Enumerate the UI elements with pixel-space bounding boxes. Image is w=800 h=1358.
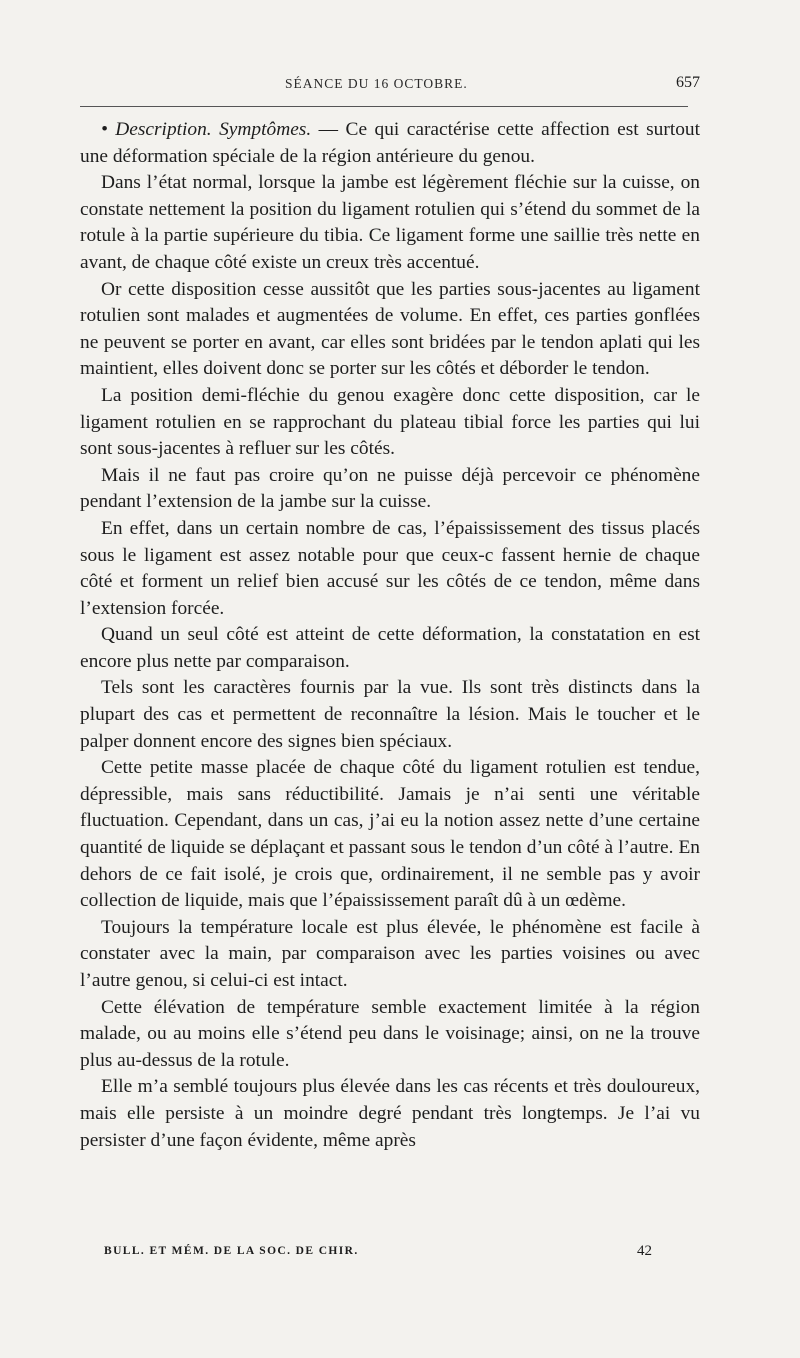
paragraph-8: Tels sont les caractères fournis par la vue. Ils sont très distincts dans la plupart des cas et permettent de reconnaître la lésion. Mais le toucher et le palper donnent encore des signes bien spéciaux. bbox=[80, 677, 700, 752]
paragraph-4: La position demi-fléchie du genou exagère donc cette disposition, car le ligament rotulien en se rapprochant du plateau tibial force les parties qui lui sont sous-jacentes à refluer sur les côtés. bbox=[80, 384, 700, 460]
paragraph-10: Toujours la température locale est plus élevée, le phénomène est facile à constater avec la main, par comparaison avec les parties voisines ou avec l’autre genou, si celui-ci est intact. bbox=[80, 916, 700, 991]
paragraph-1 bbox=[80, 117, 700, 170]
page-number: 657 bbox=[676, 74, 700, 91]
document-page bbox=[80, 0, 700, 1358]
section-heading: • Description. Symptômes. bbox=[101, 119, 312, 140]
paragraph-5: Mais il ne faut pas croire qu’on ne puisse déjà percevoir ce phénomène pendant l’extension de la jambe sur la cuisse. bbox=[80, 464, 700, 513]
paragraph-2: Dans l’état normal, lorsque la jambe est légèrement fléchie sur la cuisse, on constate nettement la position du ligament rotulien qui s’étend du sommet de la rotule à la partie supérieure du tibia. Ce ligament forme une saillie très nette en avant, de chaque côté existe un creux très accentué. bbox=[80, 172, 700, 273]
paragraph-6: En effet, dans un certain nombre de cas, l’épaississement des tissus placés sous le ligament est assez notable pour que ceux-c fassent hernie de chaque côté et forment un relief bien accusé sur les côtés de ce tendon, même dans l’extension forcée. bbox=[80, 517, 700, 619]
page-header bbox=[80, 76, 700, 96]
paragraph-11: Cette élévation de température semble exactement limitée à la région malade, ou au moins elle s’étend peu dans le voisinage; ainsi, on ne la trouve plus au-dessus de la rotule. bbox=[80, 996, 700, 1071]
header-rule bbox=[80, 106, 688, 107]
paragraph-3: Or cette disposition cesse aussitôt que les parties sous-jacentes au ligament rotulien sont malades et augmentées de volume. En effet, ces parties gonflées ne peuvent se porter en avant, car elles sont bridées par le tendon aplati qui les maintient, elles doivent donc se porter sur les côtés et déborder le tendon. bbox=[80, 278, 700, 380]
paragraph-12: Elle m’a semblé toujours plus élevée dans les cas récents et très douloureux, mais elle persiste à un moindre degré pendant très longtemps. Je l’ai vu persister d’une façon évidente, même après bbox=[80, 1076, 700, 1151]
signature-mark: 42 bbox=[637, 1243, 652, 1259]
page-footer bbox=[80, 1243, 652, 1263]
paragraph-9: Cette petite masse placée de chaque côté du ligament rotulien est tendue, dépressible, mais sans réductibilité. Jamais je n’ai senti une véritable fluctuation. Cependant, dans un cas, j’ai eu la notion assez nette d’une certaine quantité de liquide se déplaçant et passant sous le tendon d’un côté à l’autre. En dehors de ce fait isolé, je crois que, ordinairement, il ne semble pas y avoir collection de liquide, mais que l’épaississement paraît dû à un œdème. bbox=[80, 757, 700, 912]
paragraph-7: Quand un seul côté est atteint de cette déformation, la constatation en est encore plus nette par comparaison. bbox=[80, 624, 700, 672]
body-text bbox=[80, 117, 700, 1154]
journal-signature: BULL. ET MÉM. DE LA SOC. DE CHIR. bbox=[104, 1245, 359, 1257]
running-title: SÉANCE DU 16 OCTOBRE. bbox=[285, 76, 468, 91]
paragraph-1-text: — Ce qui caractérise cette affection est surtout une déformation spéciale de la région antérieure du genou. bbox=[80, 119, 700, 167]
